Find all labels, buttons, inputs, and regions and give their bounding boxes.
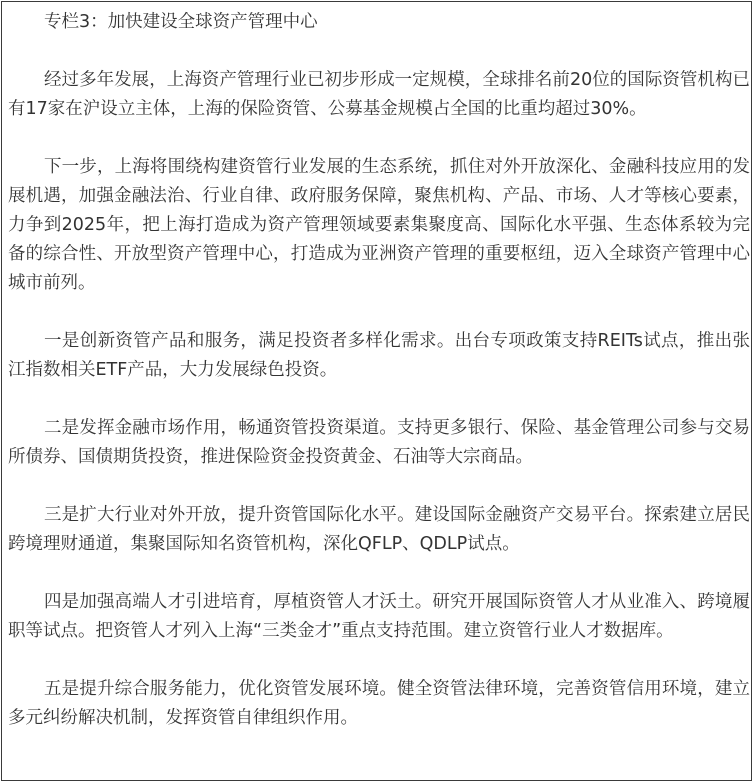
paragraph-measure-4: 四是加强高端人才引进培育，厚植资管人才沃土。研究开展国际资管人才从业准入、跨境履职等试点。把资管人才列入上海“三类金才”重点支持范围。建立资管行业人才数据库。	[8, 592, 750, 641]
paragraph-overview: 经过多年发展，上海资产管理行业已初步形成一定规模，全球排名前20位的国际资管机构已有17家在沪设立主体，上海的保险资管、公募基金规模占全国的比重均超过30%。	[8, 70, 750, 119]
paragraph-measure-1: 一是创新资管产品和服务，满足投资者多样化需求。出台专项政策支持REITs试点，推出张江指数相关ETF产品，大力发展绿色投资。	[8, 331, 750, 380]
paragraph-measure-2: 二是发挥金融市场作用，畅通资管投资渠道。支持更多银行、保险、基金管理公司参与交易所债券、国债期货投资，推进保险资金投资黄金、石油等大宗商品。	[8, 418, 750, 467]
column-content	[8, 8, 750, 733]
paragraph-measure-3: 三是扩大行业对外开放，提升资管国际化水平。建设国际金融资产交易平台。探索建立居民跨境理财通道，集聚国际知名资管机构，深化QFLP、QDLP试点。	[8, 505, 750, 554]
paragraph-measure-5: 五是提升综合服务能力，优化资管发展环境。健全资管法律环境，完善资管信用环境，建立多元纠纷解决机制，发挥资管自律组织作用。	[8, 679, 750, 728]
column-box	[1, 1, 752, 781]
column-title: 专栏3：加快建设全球资产管理中心	[44, 12, 318, 32]
paragraph-next-step: 下一步，上海将围绕构建资管行业发展的生态系统，抓住对外开放深化、金融科技应用的发展机遇，加强金融法治、行业自律、政府服务保障，聚焦机构、产品、市场、人才等核心要素，力争到2025年，把上海打造成为资产管理领域要素集聚度高、国际化水平强、生态体系较为完备的综合性、开放型资产管理中心，打造成为亚洲资产管理的重要枢纽，迈入全球资产管理中心城市前列。	[8, 157, 750, 293]
